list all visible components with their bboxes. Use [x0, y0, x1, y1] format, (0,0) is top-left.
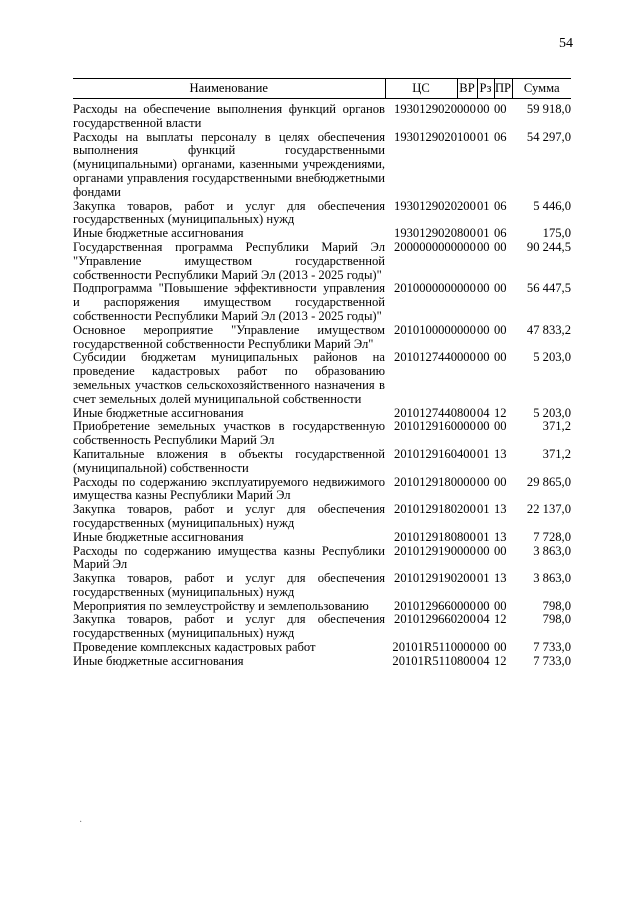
cell-cs: 2010129180 [394, 502, 457, 517]
cell-sum: 798,0 [542, 612, 571, 627]
cell-cs: 1930129020 [394, 198, 457, 213]
table-row [73, 407, 571, 421]
table-row [73, 545, 571, 573]
cell-pr: 00 [494, 640, 507, 655]
cell-sum: 54 297,0 [526, 129, 571, 144]
cell-sum: 7 728,0 [533, 529, 571, 544]
scan-speck: · [79, 817, 83, 828]
cell-name: Иные бюджетные ассигнования [73, 653, 244, 668]
cell-cs: 2010129190 [394, 543, 457, 558]
cell-rz: 01 [477, 529, 490, 544]
cell-pr: 00 [494, 350, 507, 365]
cell-vr: 800 [457, 405, 476, 420]
cell-vr: 200 [457, 612, 476, 627]
table-row [73, 324, 571, 352]
column-header-vr: ВР [457, 79, 477, 99]
cell-cs: 2010100000 [394, 322, 457, 337]
cell-rz: 00 [477, 350, 490, 365]
column-header-sum: Сумма [512, 79, 571, 99]
cell-pr: 00 [494, 419, 507, 434]
cell-cs: 2010127440 [394, 405, 457, 420]
cell-rz: 04 [477, 653, 490, 668]
cell-sum: 3 863,0 [533, 571, 571, 586]
cell-sum: 59 918,0 [526, 102, 571, 116]
cell-vr: 000 [457, 350, 476, 365]
cell-rz: 00 [477, 543, 490, 558]
column-header-cs: ЦС [385, 79, 457, 99]
cell-name: Закупка товаров, работ и услуг для обеспечения государственных (муниципальных) нужд [73, 502, 385, 530]
cell-rz: 04 [477, 612, 490, 627]
cell-name: Основное мероприятие "Управление имуществом государственной собственности Республики Марий Эл" [73, 322, 385, 351]
cell-name: Государственная программа Республики Марий Эл "Управление имуществом государственной собственности Республики Марий Эл (2013 - 2025 годы)" [73, 239, 385, 282]
cell-pr: 13 [494, 529, 507, 544]
cell-cs: 2010000000 [394, 281, 457, 296]
cell-name: Расходы по содержанию имущества казны Республики Марий Эл [73, 543, 385, 572]
cell-name: Капитальные вложения в объекты государственной (муниципальной) собственности [73, 446, 385, 475]
cell-vr: 000 [457, 239, 476, 254]
cell-cs: 2010129190 [394, 571, 457, 586]
table-row [73, 282, 571, 323]
cell-cs: 1930129020 [394, 129, 457, 144]
cell-vr: 000 [457, 598, 476, 613]
table-header-row [73, 79, 571, 99]
cell-sum: 798,0 [542, 598, 571, 613]
cell-pr: 12 [494, 612, 507, 627]
cell-name: Расходы на обеспечение выполнения функций органов государственной власти [73, 102, 385, 130]
cell-name: Закупка товаров, работ и услуг для обеспечения государственных (муниципальных) нужд [73, 612, 385, 641]
cell-cs: 2010129160 [394, 446, 457, 461]
cell-vr: 100 [457, 129, 476, 144]
table-row [73, 200, 571, 228]
cell-pr: 00 [494, 281, 507, 296]
cell-rz: 01 [477, 198, 490, 213]
cell-pr: 00 [494, 598, 507, 613]
cell-pr: 00 [494, 474, 507, 489]
cell-pr: 06 [494, 129, 507, 144]
cell-rz: 00 [477, 102, 490, 116]
cell-name: Расходы по содержанию эксплуатируемого недвижимого имущества казны Республики Марий Эл [73, 474, 385, 503]
cell-cs: 1930129020 [394, 102, 457, 116]
table-row [73, 600, 571, 614]
cell-pr: 12 [494, 405, 507, 420]
cell-name: Иные бюджетные ассигнования [73, 405, 244, 420]
cell-name: Расходы на выплаты персоналу в целях обеспечения выполнения функций государственными (муниципальными) органами, казенными учреждениями, органами управления государственными внебюджетными фондами [73, 129, 385, 199]
cell-vr: 200 [457, 571, 476, 586]
cell-sum: 5 203,0 [533, 405, 571, 420]
cell-sum: 47 833,2 [526, 322, 571, 337]
cell-sum: 22 137,0 [526, 502, 571, 517]
cell-vr: 800 [457, 226, 476, 241]
cell-sum: 90 244,5 [526, 239, 571, 254]
cell-cs: 20101R5110 [392, 640, 457, 655]
cell-pr: 00 [494, 543, 507, 558]
cell-vr: 000 [457, 474, 476, 489]
cell-pr: 13 [494, 502, 507, 517]
cell-name: Иные бюджетные ассигнования [73, 529, 244, 544]
cell-sum: 7 733,0 [533, 640, 571, 655]
cell-vr: 000 [457, 102, 476, 116]
cell-rz: 01 [477, 129, 490, 144]
cell-vr: 800 [457, 529, 476, 544]
table-row [73, 613, 571, 641]
cell-cs: 1930129020 [394, 226, 457, 241]
cell-sum: 56 447,5 [526, 281, 571, 296]
cell-rz: 01 [477, 571, 490, 586]
column-header-name: Наименование [73, 79, 385, 99]
cell-vr: 000 [457, 281, 476, 296]
cell-name: Закупка товаров, работ и услуг для обеспечения государственных (муниципальных) нужд [73, 571, 385, 599]
cell-rz: 00 [477, 419, 490, 434]
cell-rz: 00 [477, 474, 490, 489]
cell-sum: 5 446,0 [533, 198, 571, 213]
cell-pr: 00 [494, 239, 507, 254]
column-header-pr: ПР [494, 79, 512, 99]
table-row [73, 420, 571, 448]
cell-name: Проведение комплексных кадастровых работ [73, 640, 316, 655]
cell-rz: 00 [477, 322, 490, 337]
cell-vr: 200 [457, 198, 476, 213]
cell-rz: 04 [477, 405, 490, 420]
cell-sum: 3 863,0 [533, 543, 571, 558]
cell-cs: 2010129660 [394, 612, 457, 627]
cell-pr: 06 [494, 198, 507, 213]
cell-cs: 2010127440 [394, 350, 457, 365]
page-number: 54 [559, 36, 573, 51]
budget-table [73, 78, 571, 669]
cell-rz: 01 [477, 446, 490, 461]
cell-rz: 00 [477, 640, 490, 655]
cell-sum: 5 203,0 [533, 350, 571, 365]
table-row [73, 641, 571, 655]
cell-rz: 00 [477, 281, 490, 296]
cell-vr: 200 [457, 502, 476, 517]
cell-sum: 371,2 [542, 419, 571, 434]
cell-vr: 000 [457, 543, 476, 558]
cell-vr: 000 [457, 640, 476, 655]
cell-pr: 13 [494, 446, 507, 461]
cell-rz: 01 [477, 502, 490, 517]
cell-pr: 12 [494, 653, 507, 668]
cell-vr: 000 [457, 322, 476, 337]
cell-sum: 175,0 [542, 226, 571, 241]
cell-rz: 01 [477, 226, 490, 241]
table-row [73, 476, 571, 504]
cell-name: Приобретение земельных участков в государственную собственность Республики Марий Эл [73, 419, 385, 448]
table-row [73, 531, 571, 545]
cell-cs: 2000000000 [394, 239, 457, 254]
cell-pr: 00 [494, 322, 507, 337]
table-row [73, 448, 571, 476]
cell-rz: 00 [477, 598, 490, 613]
table-row [73, 572, 571, 600]
table-row [73, 99, 571, 131]
table-row [73, 503, 571, 531]
cell-cs: 2010129180 [394, 474, 457, 489]
column-header-rz: Рз [477, 79, 494, 99]
cell-rz: 00 [477, 239, 490, 254]
cell-cs: 2010129160 [394, 419, 457, 434]
cell-name: Иные бюджетные ассигнования [73, 226, 244, 241]
cell-sum: 371,2 [542, 446, 571, 461]
table-row [73, 241, 571, 282]
cell-name: Закупка товаров, работ и услуг для обеспечения государственных (муниципальных) нужд [73, 198, 385, 227]
cell-cs: 2010129660 [394, 598, 457, 613]
cell-pr: 13 [494, 571, 507, 586]
cell-sum: 29 865,0 [526, 474, 571, 489]
cell-sum: 7 733,0 [533, 653, 571, 668]
cell-cs: 20101R5110 [392, 653, 457, 668]
cell-cs: 2010129180 [394, 529, 457, 544]
table-row [73, 131, 571, 200]
cell-pr: 06 [494, 226, 507, 241]
cell-name: Подпрограмма "Повышение эффективности управления и распоряжения имуществом государственной собственности Республики Марий Эл (2013 - 2025 годы)" [73, 281, 385, 323]
cell-name: Субсидии бюджетам муниципальных районов на проведение кадастровых работ по образованию земельных участков сельскохозяйственного назначения в счет земельных долей муниципальной собственности [73, 350, 385, 406]
cell-pr: 00 [494, 102, 507, 116]
cell-vr: 400 [457, 446, 476, 461]
cell-vr: 000 [457, 419, 476, 434]
table-row [73, 351, 571, 406]
table-row [73, 655, 571, 669]
cell-name: Мероприятия по землеустройству и землепользованию [73, 598, 369, 613]
cell-vr: 800 [457, 653, 476, 668]
table-row [73, 227, 571, 241]
